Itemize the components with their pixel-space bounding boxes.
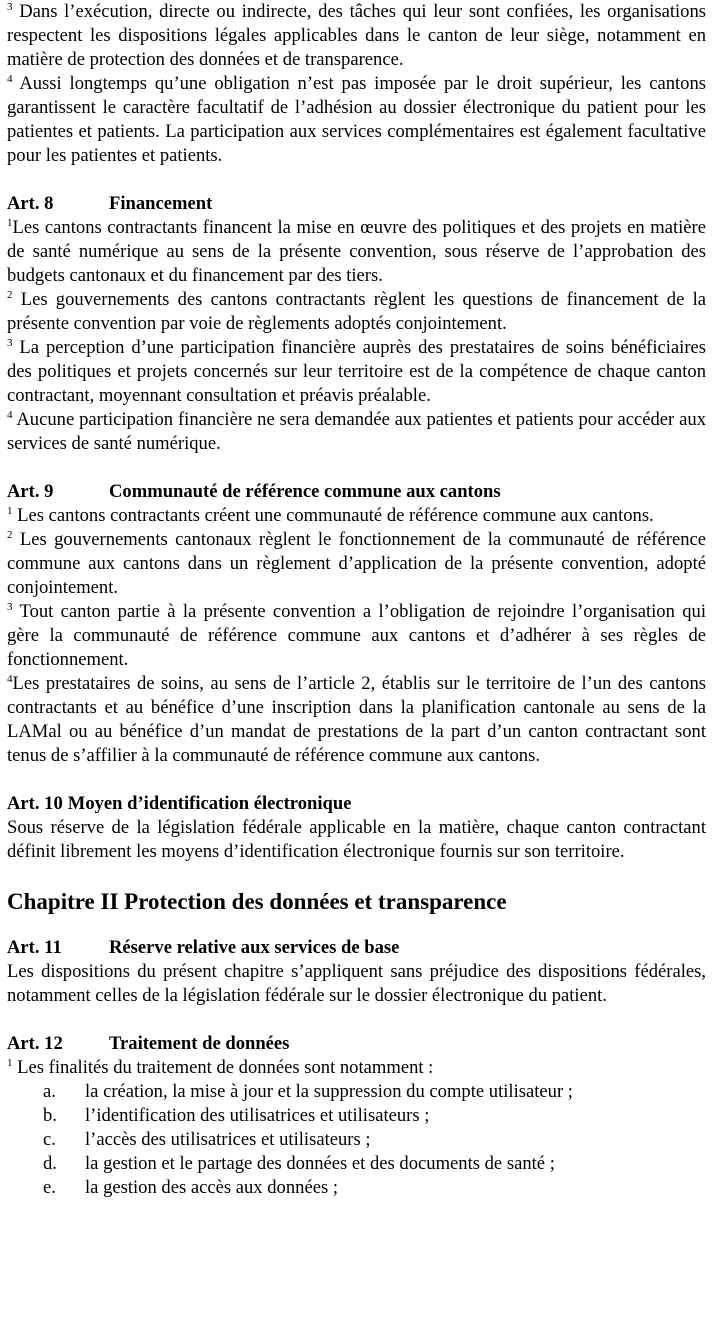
list-item — [7, 1176, 706, 1200]
list-item-label: a. — [43, 1081, 56, 1102]
paragraph — [7, 408, 706, 456]
paragraph — [7, 72, 706, 168]
article-number: Art. 11 — [7, 937, 62, 958]
chapter-title: Chapitre II Protection des données et transparence — [7, 889, 507, 914]
list-item-text: la gestion des accès aux données ; — [85, 1177, 338, 1198]
paragraph-number: 1 — [7, 505, 13, 517]
paragraph — [7, 216, 706, 288]
article-12 — [7, 1032, 706, 1200]
list-item — [7, 1104, 706, 1128]
list-item-text: l’identification des utilisatrices et utilisateurs ; — [85, 1105, 430, 1126]
paragraph-number: 2 — [7, 529, 13, 541]
article-heading — [7, 936, 706, 960]
paragraph-number: 1 — [7, 217, 13, 229]
paragraph — [7, 672, 706, 768]
list-item — [7, 1152, 706, 1176]
article-number: Art. 12 — [7, 1033, 63, 1054]
article-title: Réserve relative aux services de base — [109, 937, 400, 958]
article-7-continued — [7, 0, 706, 168]
list-item — [7, 1128, 706, 1152]
paragraph — [7, 528, 706, 600]
paragraph-number: 3 — [7, 601, 13, 613]
paragraph-text: Les finalités du traitement de données sont notamment : — [17, 1057, 434, 1078]
list-item-label: d. — [43, 1153, 57, 1174]
paragraph-text: Les gouvernements cantonaux règlent le fonctionnement de la communauté de référence commune aux cantons dans un règlement d’application de la présente convention, adopté conjointement. — [7, 529, 706, 598]
paragraph-text: Aussi longtemps qu’une obligation n’est pas imposée par le droit supérieur, les cantons garantissent le caractère facultatif de l’adhésion au dossier électronique du patient pour les patientes et patients. La participation aux services complémentaires est également facultative pour les patientes et patients. — [7, 73, 707, 166]
paragraph-text: Sous réserve de la législation fédérale applicable en la matière, chaque canton contractant définit librement les moyens d’identification électronique fournis sur son territoire. — [7, 817, 706, 862]
article-number: Art. 8 — [7, 193, 54, 214]
paragraph-text: Les cantons contractants financent la mise en œuvre des politiques et des projets en matière de santé numérique au sens de la présente convention, sous réserve de l’approbation des budgets cantonaux et du financement par des tiers. — [7, 217, 706, 286]
paragraph-text: La perception d’une participation financière auprès des prestataires de soins bénéficiaires des politiques et projets concernés sur leur territoire est de la compétence de chaque canton contractant, moyennant consultation et préavis préalable. — [7, 337, 706, 406]
list-item — [7, 1080, 706, 1104]
paragraph — [7, 504, 706, 528]
article-title: Financement — [109, 193, 213, 214]
paragraph — [7, 0, 706, 72]
paragraph — [7, 288, 706, 336]
paragraph-text: Les dispositions du présent chapitre s’appliquent sans préjudice des dispositions fédérales, notamment celles de la législation fédérale sur le dossier électronique du patient. — [7, 961, 706, 1006]
paragraph — [7, 600, 706, 672]
article-number: Art. 10 — [7, 793, 63, 814]
paragraph-text: Aucune participation financière ne sera demandée aux patientes et patients pour accéder aux services de santé numérique. — [7, 409, 706, 454]
paragraph-number: 1 — [7, 1057, 13, 1069]
article-11 — [7, 936, 706, 1008]
paragraph-number: 4 — [7, 73, 13, 85]
article-title: Traitement de données — [109, 1033, 290, 1054]
purpose-list — [7, 1080, 706, 1200]
list-item-text: la création, la mise à jour et la suppression du compte utilisateur ; — [85, 1081, 573, 1102]
article-8 — [7, 192, 706, 456]
paragraph — [7, 336, 706, 408]
paragraph-number: 3 — [7, 1, 13, 13]
paragraph-text: Les prestataires de soins, au sens de l’article 2, établis sur le territoire de l’un des cantons contractants et au bénéfice d’une inscription dans la planification cantonale au sens de la LAMal ou au bénéfice d’un mandat de prestations de la part d’un canton contractant sont tenus de s’affilier à la communauté de référence commune aux cantons. — [7, 673, 706, 766]
list-item-label: b. — [43, 1105, 57, 1126]
paragraph — [7, 1056, 706, 1080]
paragraph-number: 3 — [7, 337, 13, 349]
paragraph-text: Les cantons contractants créent une communauté de référence commune aux cantons. — [17, 505, 654, 526]
list-item-text: la gestion et le partage des données et des documents de santé ; — [85, 1153, 555, 1174]
list-item-label: c. — [43, 1129, 56, 1150]
article-number: Art. 9 — [7, 481, 54, 502]
paragraph-text: Tout canton partie à la présente convention a l’obligation de rejoindre l’organisation qui gère la communauté de référence commune aux cantons et d’adhérer à ses règles de fonctionnement. — [7, 601, 706, 670]
article-title: Moyen d’identification électronique — [67, 793, 352, 814]
article-heading — [7, 480, 706, 504]
list-item-text: l’accès des utilisatrices et utilisateurs ; — [85, 1129, 371, 1150]
article-10 — [7, 792, 706, 864]
list-item-label: e. — [43, 1177, 56, 1198]
article-heading — [7, 792, 706, 816]
article-9 — [7, 480, 706, 768]
article-heading — [7, 1032, 706, 1056]
paragraph-number: 4 — [7, 409, 13, 421]
paragraph-text: Dans l’exécution, directe ou indirecte, des tâches qui leur sont confiées, les organisations respectent les dispositions légales applicables dans le canton de leur siège, notamment en matière de protection des données et de transparence. — [7, 1, 706, 70]
paragraph-text: Les gouvernements des cantons contractants règlent les questions de financement de la présente convention par voie de règlements adoptés conjointement. — [7, 289, 706, 334]
article-heading — [7, 192, 706, 216]
article-title: Communauté de référence commune aux cantons — [109, 481, 501, 502]
paragraph-number: 2 — [7, 289, 13, 301]
paragraph-number: 4 — [7, 673, 13, 685]
